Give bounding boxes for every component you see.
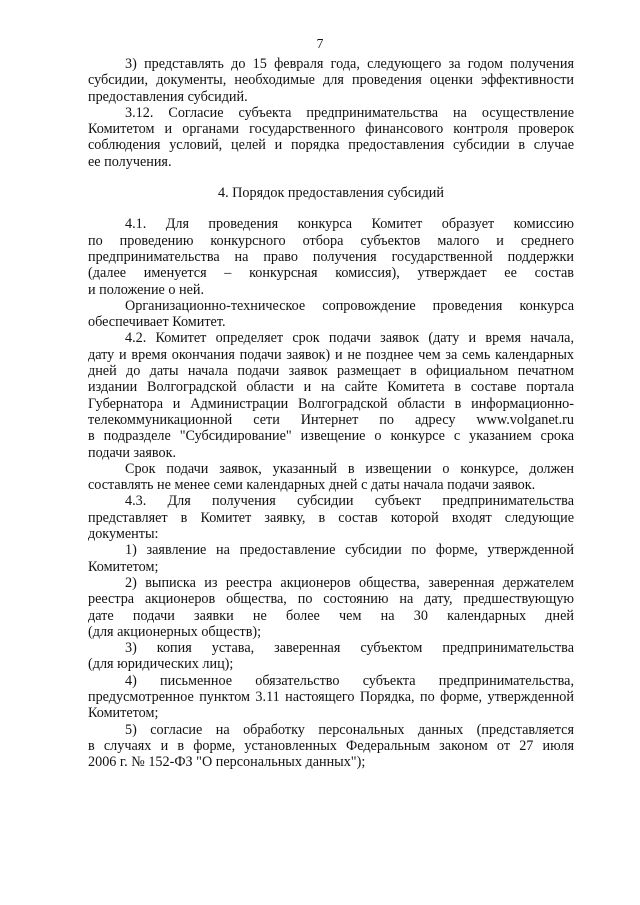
paragraph: [88, 216, 574, 297]
paragraph: [88, 640, 574, 673]
text-line: 1) заявление на предоставление субсидии по форме, утвержденной: [125, 542, 574, 559]
text-line: представляет в Комитет заявку, в состав которой входят следующие: [88, 509, 574, 526]
text-line: в подразделе "Субсидирование" извещение о конкурсе с указанием срока: [88, 428, 574, 445]
paragraph: [88, 673, 574, 722]
text-line: соблюдения условий, целей и порядка предоставления субсидии в случае: [88, 137, 574, 154]
paragraph: [88, 542, 574, 575]
text-line: реестра акционеров общества, по состоянию на дату, предшествующую: [88, 591, 574, 608]
text-line: Комитетом;: [88, 558, 159, 575]
text-line: в случаях и в форме, установленных Федеральным законом от 27 июля: [88, 737, 574, 754]
text-line: обеспечивает Комитет.: [88, 314, 226, 331]
paragraph: [88, 493, 574, 542]
paragraph: [88, 461, 574, 494]
text-line: 4.3. Для получения субсидии субъект предпринимательства: [125, 493, 574, 510]
section-3-continuation: [88, 56, 574, 170]
text-line: по проведению конкурсного отбора субъектов малого и среднего: [88, 232, 574, 249]
text-line: и положение о ней.: [88, 281, 205, 298]
text-line: (далее именуется – конкурсная комиссия), утверждает ее состав: [88, 265, 574, 282]
text-line: Комитетом и органами государственного финансового контроля проверок: [88, 121, 574, 138]
paragraph: [88, 330, 574, 460]
paragraph: [88, 575, 574, 640]
text-line: документы:: [88, 526, 159, 543]
text-line: предпринимательства на право получения государственной поддержки: [88, 248, 574, 265]
text-line: 4.1. Для проведения конкурса Комитет образует комиссию: [125, 216, 574, 233]
text-line: дате подачи заявки не более чем на 30 календарных дней: [88, 607, 574, 624]
section-heading: 4. Порядок предоставления субсидий: [217, 185, 444, 202]
paragraph: [88, 298, 574, 331]
page-number: 7: [316, 36, 324, 51]
text-line: 5) согласие на обработку персональных данных (представляется: [125, 721, 574, 738]
paragraph: [88, 105, 574, 170]
text-line: Срок подачи заявок, указанный в извещении о конкурсе, должен: [125, 460, 574, 477]
text-line: (для акционерных обществ);: [88, 623, 262, 640]
text-line: дней до даты начала подачи заявок размещает в официальном печатном: [88, 363, 574, 380]
text-line: 3.12. Согласие субъекта предпринимательства на осуществление: [125, 104, 574, 121]
text-line: дату и время окончания подачи заявок) и не позднее чем за семь календарных: [88, 346, 574, 363]
paragraph: [88, 722, 574, 771]
paragraph: [88, 56, 574, 105]
text-line: издании Волгоградской области и на сайте Комитета в составе портала: [88, 379, 574, 396]
text-line: телекоммуникационной сети Интернет по адресу www.volganet.ru: [88, 411, 574, 428]
text-line: (для юридических лиц);: [88, 656, 234, 673]
text-line: 4) письменное обязательство субъекта предпринимательства,: [125, 672, 574, 689]
text-line: ее получения.: [88, 153, 172, 170]
text-line: 3) копия устава, заверенная субъектом предпринимательства: [125, 640, 574, 657]
text-line: 2) выписка из реестра акционеров общества, заверенная держателем: [125, 574, 574, 591]
text-line: Губернатора и Администрации Волгоградской области в информационно-: [88, 395, 574, 412]
text-line: 4.2. Комитет определяет срок подачи заявок (дату и время начала,: [125, 330, 574, 347]
text-line: предусмотренное пунктом 3.11 настоящего Порядка, по форме, утвержденной: [88, 688, 574, 705]
text-line: 2006 г. № 152-ФЗ "О персональных данных");: [88, 754, 366, 771]
text-line: Организационно-техническое сопровождение проведения конкурса: [125, 297, 574, 314]
text-line: подачи заявок.: [88, 444, 177, 461]
text-line: составлять не менее семи календарных дней с даты начала подачи заявок.: [88, 477, 536, 494]
section-4-body: [88, 216, 574, 770]
text-line: предоставления субсидий.: [88, 88, 248, 105]
text-line: 3) представлять до 15 февраля года, следующего за годом получения: [125, 56, 574, 72]
text-line: субсидии, документы, необходимые для проведения оценки эффективности: [88, 72, 574, 89]
text-line: Комитетом;: [88, 705, 159, 722]
document-body: [88, 56, 574, 770]
